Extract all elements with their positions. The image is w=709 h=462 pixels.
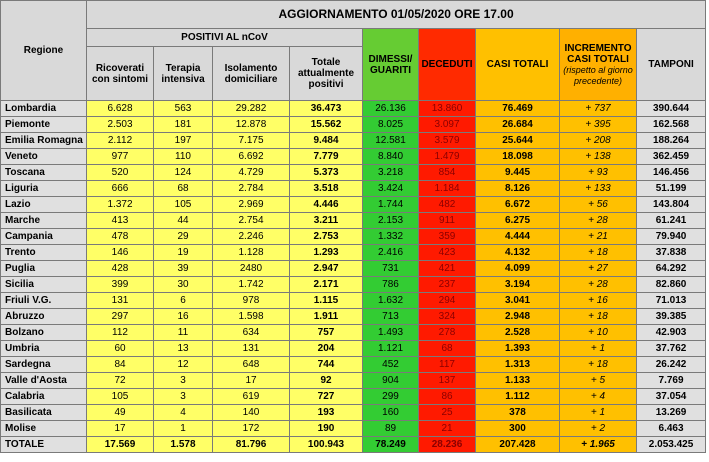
cell-tamponi: 37.054 xyxy=(637,389,706,405)
cell-deceduti: 854 xyxy=(419,165,476,181)
cell-casi-totali: 26.684 xyxy=(476,117,560,133)
cell-deceduti: 278 xyxy=(419,325,476,341)
cell-incremento: + 18 xyxy=(560,245,637,261)
table-row xyxy=(1,245,706,261)
cell-dimessi: 1.493 xyxy=(363,325,419,341)
cell-isolamento: 131 xyxy=(213,341,290,357)
cell-tamponi: 51.199 xyxy=(637,181,706,197)
cell-ricoverati: 297 xyxy=(87,309,154,325)
cell-regione: Veneto xyxy=(1,149,87,165)
cell-incremento: + 133 xyxy=(560,181,637,197)
cell-tamponi: 143.804 xyxy=(637,197,706,213)
cell-ricoverati: 84 xyxy=(87,357,154,373)
cell-ricoverati: 520 xyxy=(87,165,154,181)
cell-incremento: + 93 xyxy=(560,165,637,181)
cell-totale-positivi: 5.373 xyxy=(290,165,363,181)
cell-totale-positivi: 4.446 xyxy=(290,197,363,213)
header-isolamento: Isolamento domiciliare xyxy=(213,47,290,101)
cell-casi-totali: 3.194 xyxy=(476,277,560,293)
cell-totale-positivi: 1.115 xyxy=(290,293,363,309)
cell-ricoverati: 112 xyxy=(87,325,154,341)
cell-ricoverati: 72 xyxy=(87,373,154,389)
header-incremento-label: INCREMENTO CASI TOTALI xyxy=(564,42,632,65)
cell-incremento: + 28 xyxy=(560,277,637,293)
cell-regione: Lazio xyxy=(1,197,87,213)
cell-casi-totali: 1.393 xyxy=(476,341,560,357)
cell-tamponi: 37.762 xyxy=(637,341,706,357)
cell-tamponi: 188.264 xyxy=(637,133,706,149)
cell-terapia: 39 xyxy=(154,261,213,277)
cell-casi-totali: 1.313 xyxy=(476,357,560,373)
cell-terapia: 110 xyxy=(154,149,213,165)
cell-tamponi: 61.241 xyxy=(637,213,706,229)
table-row xyxy=(1,325,706,341)
table-row xyxy=(1,165,706,181)
cell-regione: Sicilia xyxy=(1,277,87,293)
cell-isolamento: 2480 xyxy=(213,261,290,277)
cell-incremento: + 1 xyxy=(560,341,637,357)
cell-tamponi: 2.053.425 xyxy=(637,437,706,453)
cell-isolamento: 12.878 xyxy=(213,117,290,133)
cell-dimessi: 12.581 xyxy=(363,133,419,149)
cell-ricoverati: 60 xyxy=(87,341,154,357)
cell-tamponi: 42.903 xyxy=(637,325,706,341)
cell-isolamento: 172 xyxy=(213,421,290,437)
cell-incremento: + 138 xyxy=(560,149,637,165)
cell-deceduti: 359 xyxy=(419,229,476,245)
header-casi-totali: CASI TOTALI xyxy=(476,29,560,101)
header-regione: Regione xyxy=(1,1,87,101)
cell-incremento: + 737 xyxy=(560,101,637,117)
cell-regione: Trento xyxy=(1,245,87,261)
table-row xyxy=(1,293,706,309)
update-title: AGGIORNAMENTO 01/05/2020 ORE 17.00 xyxy=(87,1,706,29)
cell-tamponi: 82.860 xyxy=(637,277,706,293)
cell-casi-totali: 3.041 xyxy=(476,293,560,309)
cell-regione: Basilicata xyxy=(1,405,87,421)
cell-regione: Molise xyxy=(1,421,87,437)
cell-tamponi: 13.269 xyxy=(637,405,706,421)
cell-deceduti: 421 xyxy=(419,261,476,277)
cell-dimessi: 786 xyxy=(363,277,419,293)
cell-regione: Calabria xyxy=(1,389,87,405)
table-row xyxy=(1,229,706,245)
table-row xyxy=(1,389,706,405)
total-row xyxy=(1,437,706,453)
cell-ricoverati: 413 xyxy=(87,213,154,229)
cell-totale-positivi: 727 xyxy=(290,389,363,405)
table-row xyxy=(1,117,706,133)
cell-tamponi: 146.456 xyxy=(637,165,706,181)
cell-incremento: + 208 xyxy=(560,133,637,149)
cell-ricoverati: 478 xyxy=(87,229,154,245)
cell-deceduti: 423 xyxy=(419,245,476,261)
cell-ricoverati: 105 xyxy=(87,389,154,405)
header-terapia: Terapia intensiva xyxy=(154,47,213,101)
cell-deceduti: 21 xyxy=(419,421,476,437)
table-row xyxy=(1,309,706,325)
table-body xyxy=(1,101,706,453)
cell-totale-positivi: 100.943 xyxy=(290,437,363,453)
cell-dimessi: 731 xyxy=(363,261,419,277)
cell-isolamento: 2.784 xyxy=(213,181,290,197)
cell-isolamento: 648 xyxy=(213,357,290,373)
cell-dimessi: 89 xyxy=(363,421,419,437)
cell-casi-totali: 300 xyxy=(476,421,560,437)
cell-totale-positivi: 7.779 xyxy=(290,149,363,165)
cell-dimessi: 904 xyxy=(363,373,419,389)
cell-regione: Lombardia xyxy=(1,101,87,117)
cell-incremento: + 56 xyxy=(560,197,637,213)
cell-terapia: 181 xyxy=(154,117,213,133)
cell-incremento: + 18 xyxy=(560,357,637,373)
cell-casi-totali: 6.672 xyxy=(476,197,560,213)
cell-deceduti: 324 xyxy=(419,309,476,325)
cell-incremento: + 18 xyxy=(560,309,637,325)
cell-deceduti: 137 xyxy=(419,373,476,389)
cell-ricoverati: 2.503 xyxy=(87,117,154,133)
header-dimessi: DIMESSI/ GUARITI xyxy=(363,29,419,101)
cell-ricoverati: 977 xyxy=(87,149,154,165)
cell-casi-totali: 2.528 xyxy=(476,325,560,341)
cell-isolamento: 1.128 xyxy=(213,245,290,261)
cell-terapia: 1 xyxy=(154,421,213,437)
cell-isolamento: 140 xyxy=(213,405,290,421)
header-tamponi: TAMPONI xyxy=(637,29,706,101)
cell-deceduti: 237 xyxy=(419,277,476,293)
table-row xyxy=(1,149,706,165)
cell-totale-positivi: 15.562 xyxy=(290,117,363,133)
table-row xyxy=(1,197,706,213)
cell-ricoverati: 17.569 xyxy=(87,437,154,453)
cell-tamponi: 39.385 xyxy=(637,309,706,325)
cell-regione: Umbria xyxy=(1,341,87,357)
cell-incremento: + 21 xyxy=(560,229,637,245)
header-deceduti: DECEDUTI xyxy=(419,29,476,101)
cell-ricoverati: 666 xyxy=(87,181,154,197)
cell-casi-totali: 9.445 xyxy=(476,165,560,181)
cell-ricoverati: 146 xyxy=(87,245,154,261)
cell-incremento: + 27 xyxy=(560,261,637,277)
cell-ricoverati: 131 xyxy=(87,293,154,309)
cell-dimessi: 160 xyxy=(363,405,419,421)
cell-casi-totali: 25.644 xyxy=(476,133,560,149)
cell-casi-totali: 8.126 xyxy=(476,181,560,197)
cell-regione: Sardegna xyxy=(1,357,87,373)
cell-terapia: 105 xyxy=(154,197,213,213)
cell-incremento: + 28 xyxy=(560,213,637,229)
cell-ricoverati: 49 xyxy=(87,405,154,421)
cell-incremento: + 5 xyxy=(560,373,637,389)
cell-regione: Abruzzo xyxy=(1,309,87,325)
cell-casi-totali: 2.948 xyxy=(476,309,560,325)
cell-terapia: 13 xyxy=(154,341,213,357)
cell-terapia: 12 xyxy=(154,357,213,373)
cell-isolamento: 978 xyxy=(213,293,290,309)
cell-dimessi: 8.840 xyxy=(363,149,419,165)
cell-deceduti: 911 xyxy=(419,213,476,229)
cell-totale-positivi: 744 xyxy=(290,357,363,373)
cell-dimessi: 713 xyxy=(363,309,419,325)
cell-totale-positivi: 2.171 xyxy=(290,277,363,293)
cell-totale-positivi: 9.484 xyxy=(290,133,363,149)
cell-casi-totali: 378 xyxy=(476,405,560,421)
cell-dimessi: 3.218 xyxy=(363,165,419,181)
cell-tamponi: 64.292 xyxy=(637,261,706,277)
cell-deceduti: 68 xyxy=(419,341,476,357)
cell-tamponi: 79.940 xyxy=(637,229,706,245)
cell-tamponi: 26.242 xyxy=(637,357,706,373)
cell-terapia: 44 xyxy=(154,213,213,229)
table-row xyxy=(1,341,706,357)
cell-deceduti: 3.097 xyxy=(419,117,476,133)
table-row xyxy=(1,421,706,437)
header-totale-positivi: Totale attualmente positivi xyxy=(290,47,363,101)
cell-terapia: 30 xyxy=(154,277,213,293)
cell-deceduti: 25 xyxy=(419,405,476,421)
cell-terapia: 29 xyxy=(154,229,213,245)
cell-incremento: + 395 xyxy=(560,117,637,133)
cell-casi-totali: 1.133 xyxy=(476,373,560,389)
cell-totale-positivi: 92 xyxy=(290,373,363,389)
cell-deceduti: 482 xyxy=(419,197,476,213)
cell-isolamento: 2.754 xyxy=(213,213,290,229)
cell-casi-totali: 18.098 xyxy=(476,149,560,165)
cell-terapia: 1.578 xyxy=(154,437,213,453)
cell-dimessi: 26.136 xyxy=(363,101,419,117)
table-row xyxy=(1,405,706,421)
cell-totale-positivi: 36.473 xyxy=(290,101,363,117)
cell-terapia: 3 xyxy=(154,373,213,389)
cell-isolamento: 2.246 xyxy=(213,229,290,245)
cell-casi-totali: 207.428 xyxy=(476,437,560,453)
cell-regione: Valle d'Aosta xyxy=(1,373,87,389)
cell-incremento: + 4 xyxy=(560,389,637,405)
cell-totale-positivi: 193 xyxy=(290,405,363,421)
cell-incremento: + 10 xyxy=(560,325,637,341)
cell-deceduti: 1.184 xyxy=(419,181,476,197)
cell-casi-totali: 4.132 xyxy=(476,245,560,261)
cell-casi-totali: 6.275 xyxy=(476,213,560,229)
cell-dimessi: 3.424 xyxy=(363,181,419,197)
cell-casi-totali: 4.444 xyxy=(476,229,560,245)
cell-ricoverati: 1.372 xyxy=(87,197,154,213)
cell-deceduti: 117 xyxy=(419,357,476,373)
cell-deceduti: 28.236 xyxy=(419,437,476,453)
cell-regione: Friuli V.G. xyxy=(1,293,87,309)
cell-dimessi: 2.153 xyxy=(363,213,419,229)
cell-regione: Bolzano xyxy=(1,325,87,341)
cell-isolamento: 634 xyxy=(213,325,290,341)
cell-deceduti: 3.579 xyxy=(419,133,476,149)
cell-isolamento: 619 xyxy=(213,389,290,405)
cell-terapia: 68 xyxy=(154,181,213,197)
table-row xyxy=(1,213,706,229)
cell-isolamento: 1.598 xyxy=(213,309,290,325)
cell-totale-positivi: 2.753 xyxy=(290,229,363,245)
table-row xyxy=(1,101,706,117)
cell-terapia: 563 xyxy=(154,101,213,117)
cell-tamponi: 162.568 xyxy=(637,117,706,133)
cell-ricoverati: 6.628 xyxy=(87,101,154,117)
cell-dimessi: 8.025 xyxy=(363,117,419,133)
cell-dimessi: 452 xyxy=(363,357,419,373)
table-row xyxy=(1,373,706,389)
cell-terapia: 197 xyxy=(154,133,213,149)
cell-tamponi: 7.769 xyxy=(637,373,706,389)
cell-ricoverati: 17 xyxy=(87,421,154,437)
cell-isolamento: 81.796 xyxy=(213,437,290,453)
cell-regione: Marche xyxy=(1,213,87,229)
header-positivi-group: POSITIVI AL nCoV xyxy=(87,29,363,47)
cell-totale-positivi: 1.911 xyxy=(290,309,363,325)
cell-ricoverati: 399 xyxy=(87,277,154,293)
cell-terapia: 3 xyxy=(154,389,213,405)
cell-totale-positivi: 1.293 xyxy=(290,245,363,261)
cell-dimessi: 1.744 xyxy=(363,197,419,213)
cell-dimessi: 299 xyxy=(363,389,419,405)
cell-regione: Toscana xyxy=(1,165,87,181)
cell-regione: Liguria xyxy=(1,181,87,197)
cell-isolamento: 29.282 xyxy=(213,101,290,117)
table-row xyxy=(1,181,706,197)
cell-totale-positivi: 3.518 xyxy=(290,181,363,197)
cell-terapia: 19 xyxy=(154,245,213,261)
cell-totale-positivi: 757 xyxy=(290,325,363,341)
cell-tamponi: 362.459 xyxy=(637,149,706,165)
cell-dimessi: 1.332 xyxy=(363,229,419,245)
cell-dimessi: 2.416 xyxy=(363,245,419,261)
cell-terapia: 4 xyxy=(154,405,213,421)
table-row xyxy=(1,277,706,293)
cell-terapia: 11 xyxy=(154,325,213,341)
table-row xyxy=(1,261,706,277)
cell-terapia: 6 xyxy=(154,293,213,309)
cell-dimessi: 1.632 xyxy=(363,293,419,309)
cell-tamponi: 6.463 xyxy=(637,421,706,437)
cell-deceduti: 1.479 xyxy=(419,149,476,165)
cell-ricoverati: 2.112 xyxy=(87,133,154,149)
cell-regione: Puglia xyxy=(1,261,87,277)
cell-regione: Emilia Romagna xyxy=(1,133,87,149)
cell-isolamento: 6.692 xyxy=(213,149,290,165)
cell-terapia: 16 xyxy=(154,309,213,325)
cell-casi-totali: 1.112 xyxy=(476,389,560,405)
table-row xyxy=(1,133,706,149)
cell-tamponi: 37.838 xyxy=(637,245,706,261)
cell-regione: Campania xyxy=(1,229,87,245)
cell-incremento: + 16 xyxy=(560,293,637,309)
cell-deceduti: 294 xyxy=(419,293,476,309)
cell-incremento: + 2 xyxy=(560,421,637,437)
cell-incremento: + 1 xyxy=(560,405,637,421)
cell-ricoverati: 428 xyxy=(87,261,154,277)
cell-tamponi: 390.644 xyxy=(637,101,706,117)
cell-totale-positivi: 2.947 xyxy=(290,261,363,277)
cell-casi-totali: 4.099 xyxy=(476,261,560,277)
cell-dimessi: 78.249 xyxy=(363,437,419,453)
cell-incremento: + 1.965 xyxy=(560,437,637,453)
header-ricoverati: Ricoverati con sintomi xyxy=(87,47,154,101)
cell-terapia: 124 xyxy=(154,165,213,181)
cell-isolamento: 4.729 xyxy=(213,165,290,181)
cell-isolamento: 2.969 xyxy=(213,197,290,213)
cell-isolamento: 7.175 xyxy=(213,133,290,149)
cell-totale-positivi: 204 xyxy=(290,341,363,357)
cell-deceduti: 86 xyxy=(419,389,476,405)
cell-casi-totali: 76.469 xyxy=(476,101,560,117)
cell-deceduti: 13.860 xyxy=(419,101,476,117)
header-incremento xyxy=(560,29,637,101)
cell-regione: TOTALE xyxy=(1,437,87,453)
cell-totale-positivi: 3.211 xyxy=(290,213,363,229)
cell-dimessi: 1.121 xyxy=(363,341,419,357)
cell-isolamento: 17 xyxy=(213,373,290,389)
table-row xyxy=(1,357,706,373)
cell-tamponi: 71.013 xyxy=(637,293,706,309)
cell-totale-positivi: 190 xyxy=(290,421,363,437)
cell-isolamento: 1.742 xyxy=(213,277,290,293)
header-incremento-note: (rispetto al giorno precedente) xyxy=(563,64,633,86)
cell-regione: Piemonte xyxy=(1,117,87,133)
